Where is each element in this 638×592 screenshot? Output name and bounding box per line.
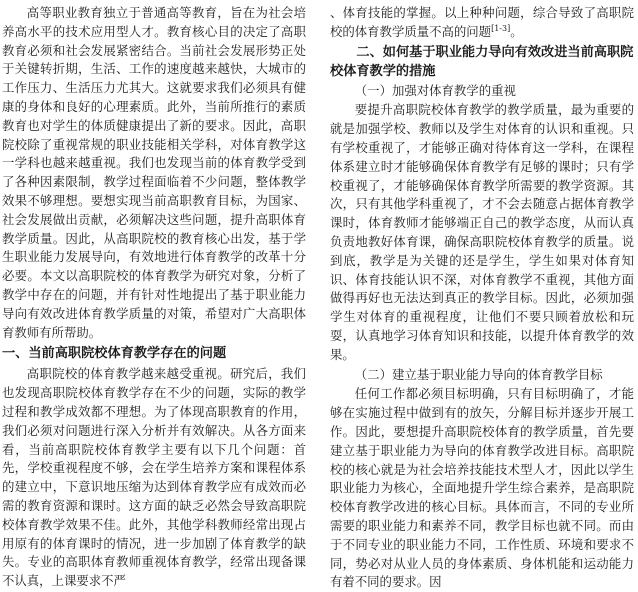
emphasis-paragraph: 要提升高职院校体育教学的教学质量，最为重要的就是加强学校、教师以及学生对体育的认识和重视。只有学校重视了，才能够正确对待体育这一学科，在课程体系建立时才能够确保体育教学有足够的课时；只有学校重视了，才能够确保体育教学所需要的教学资源。其次，只有其他学科重视了，才不会去随意占据体育教学课时，体育教师才能够端正自己的教学态度，从而认真负责地教好体育课，确保高职院校体育教学的质量。说到底，教学是为关键的还是学生，学生如果对体育知识、体育技能认识不深，对体育教学不重视，其他方面做得再好也无法达到真正的教学目标。因此，必须加强学生对体育的重视程度，让他们不要只顾着放松和玩耍，认真地学习体育知识和技能，以提升体育教学的效果。	[330, 102, 634, 362]
section-heading-2: 二、如何基于职业能力导向有效改进当前高职院校体育教学的措施	[330, 44, 634, 79]
continuation-end: 。	[510, 23, 523, 39]
subheading-2: （二）建立基于职业能力导向的体育教学目标	[354, 366, 603, 382]
continuation-paragraph	[330, 4, 634, 42]
intro-paragraph: 高等职业教育独立于普通高等教育，旨在为社会培养高水平的技术应用型人才。教育核心目的决定了高职教育必须和社会发展紧密结合。当前社会发展形势正处于关键转折期，生活、工作的速度越来越快，大城市的工作压力、生活压力尤其大。这就要求我们必须具有健康的身体和良好的心理素质。此外，当前所推行的素质教育也对学生的体质健康提出了新的要求。因此，高职院校除了重视常规的职业技能相关学科，对体育教学这一学科也越来越重视。我们也发现当前的体育教学受到了各种因素限制，教学过程面临着不少问题，整体教学效果不够理想。要想实现当前高职教育目标，为国家、社会发展做出贡献，必须解决这些问题，提升高职体育教学质量。因此，从高职院校的教育核心出发，基于学生职业能力发展导向，有效地进行体育教学的改革十分必要。本文以高职院校的体育教学为研究对象，分析了教学中存在的问题，并有针对性地提出了基于职业能力导向有效改进体育教学质量的对策，希望对广大高职体育教师有所帮助。	[2, 5, 306, 340]
left-column	[2, 4, 306, 591]
goal-paragraph: 任何工作都必须目标明确，只有目标明确了，才能够在实施过程中做到有的放矢，分解目标并逐步开展工作。因此，要想提升高职院校体育的教学质量，首先要建立基于职业能力为导向的体育教学改进目标。高职院校的核心就是为社会培养技能技术型人才，因此以学生职业能力为核心，全面地提升学生综合素养，是高职院校体育教学改进的核心目标。具体而言，不同的专业所需要的职业能力和素养不同，教学目标也就不同。而由于不同专业的职业能力不同，工作性质、环境和要求不同，势必对从业人员的身体素质、身体机能和运动能力有着不同的要求。因	[330, 386, 634, 590]
citation-mark: [1-3]	[491, 23, 511, 33]
problems-paragraph: 高职院校的体育教学越来越受重视。研究后，我们也发现高职院校体育教学存在不少的问题，实际的教学过程和教学成效都不理想。为了体现高职教育的作用，我们必须对问题进行深入分析并有效解决。从各方面来看，当前高职院校体育教学主要有以下几个问题：首先，学校重视程度不够，会在学生培养方案和课程体系的建立中，下意识地压缩为达到体育教学应有成效而必需的教育资源和课时。这方面的缺乏必然会导致高职院校体育教学效果不佳。此外，其他学科教师经常出现占用原有的体育课时的情况，进一步加剧了体育教学的缺失。专业的高职体育教师重视体育教学，经常出现备课不认真，上课要求不严	[2, 366, 306, 589]
section-heading-1: 一、当前高职院校体育教学存在的问题	[2, 346, 227, 362]
subheading-1: （一）加强对体育教学的重视	[354, 82, 516, 98]
continuation-text: 、体育技能的掌握。以上种种问题，综合导致了高职院校的体育教学质量不高的问题	[330, 5, 634, 39]
right-column	[330, 4, 634, 592]
